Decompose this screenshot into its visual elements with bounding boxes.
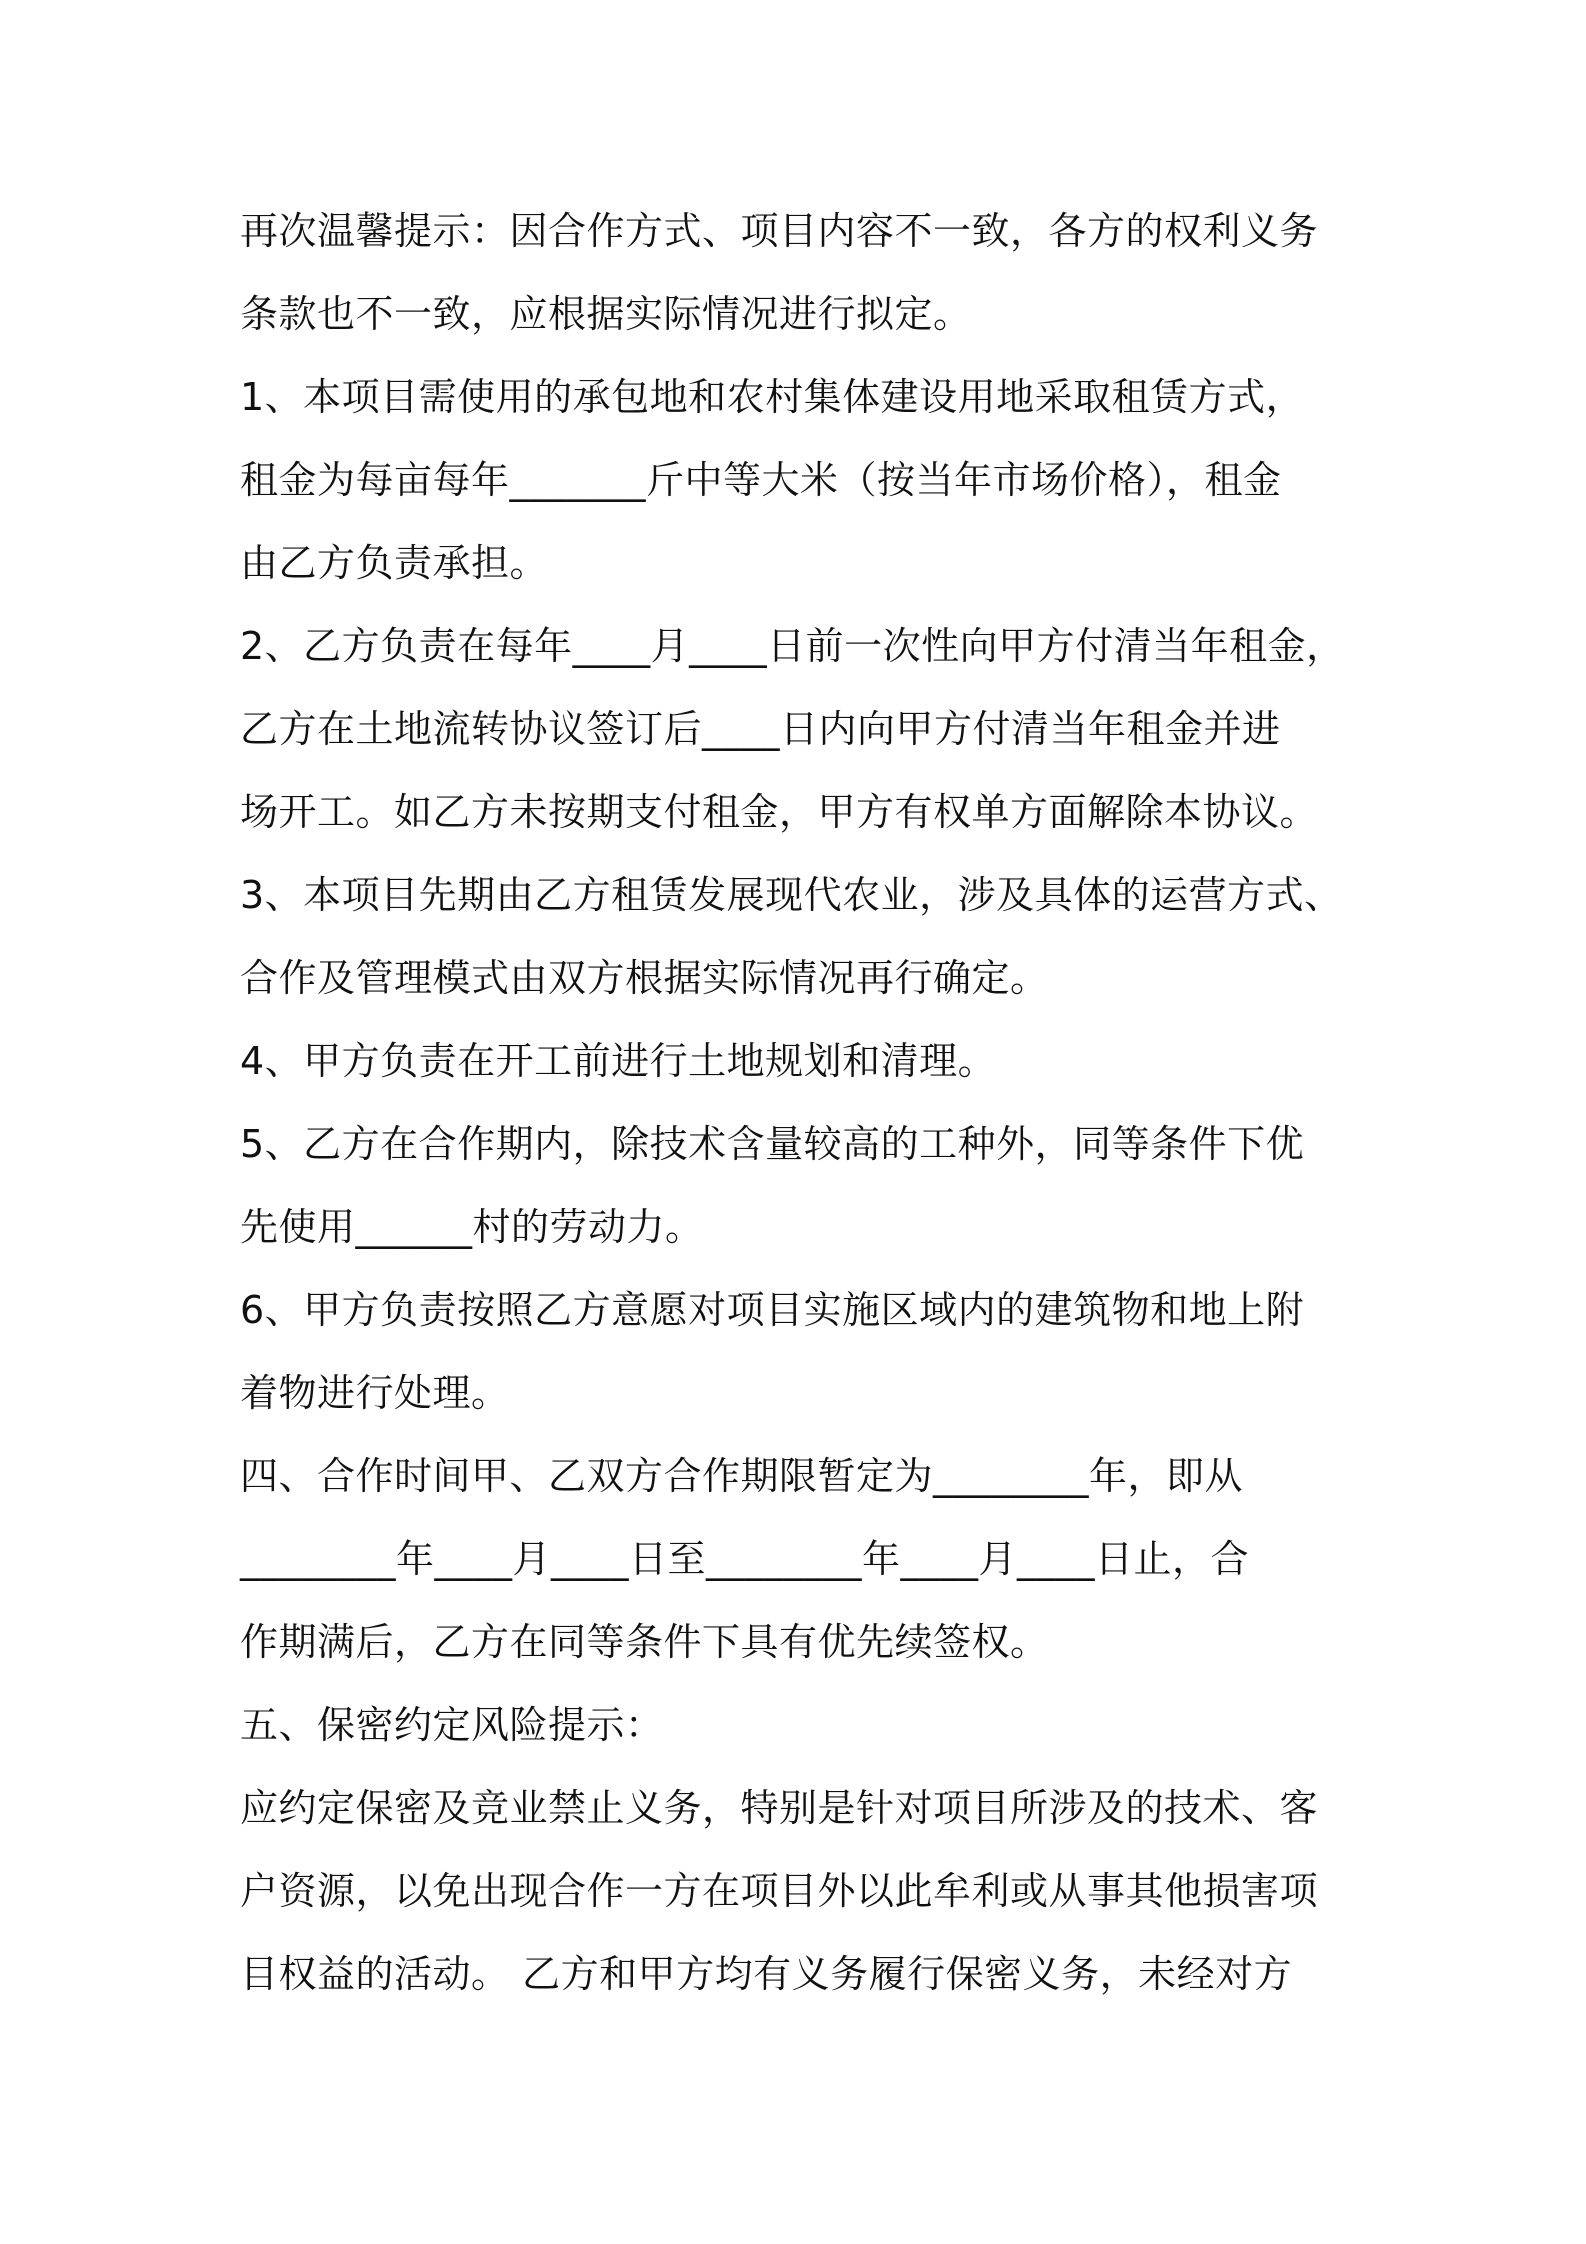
text-line: 合作及管理模式由双方根据实际情况再行确定。 xyxy=(240,956,1049,1000)
text-line: ________年____月____日至________年____月____日止，合 xyxy=(240,1537,1250,1581)
text-line: 6、甲方负责按照乙方意愿对项目实施区域内的建筑物和地上附 xyxy=(240,1288,1305,1332)
text-line: 3、本项目先期由乙方租赁发展现代农业，涉及具体的运营方式、 xyxy=(240,873,1343,917)
text-line: 租金为每亩每年_______斤中等大米（按当年市场价格），租金 xyxy=(240,458,1282,502)
text-line: 应约定保密及竞业禁止义务，特别是针对项目所涉及的技术、客 xyxy=(240,1786,1319,1830)
text-line: 再次温馨提示：因合作方式、项目内容不一致，各方的权利义务 xyxy=(240,209,1319,253)
text-line: 1、本项目需使用的承包地和农村集体建设用地采取租赁方式， xyxy=(240,375,1305,419)
text-line: 由乙方负责承担。 xyxy=(240,541,549,585)
text-line: 条款也不一致，应根据实际情况进行拟定。 xyxy=(240,292,972,336)
text-line: 4、甲方负责在开工前进行土地规划和清理。 xyxy=(240,1039,997,1083)
document-body xyxy=(240,190,1358,2016)
text-line: 2、乙方负责在每年____月____日前一次性向甲方付清当年租金， xyxy=(240,624,1345,668)
text-line: 场开工。如乙方未按期支付租金，甲方有权单方面解除本协议。 xyxy=(240,790,1319,834)
text-line: 先使用______村的劳动力。 xyxy=(240,1205,704,1249)
text-line: 5、乙方在合作期内，除技术含量较高的工种外，同等条件下优 xyxy=(240,1122,1305,1166)
text-line: 四、合作时间甲、乙双方合作期限暂定为________年，即从 xyxy=(240,1454,1244,1498)
text-line: 目权益的活动。 乙方和甲方均有义务履行保密义务，未经对方 xyxy=(240,1952,1293,1996)
text-line: 着物进行处理。 xyxy=(240,1371,510,1415)
text-line: 户资源，以免出现合作一方在项目外以此牟利或从事其他损害项 xyxy=(240,1869,1319,1913)
text-line: 乙方在土地流转协议签订后____日内向甲方付清当年租金并进 xyxy=(240,707,1281,751)
text-line: 作期满后，乙方在同等条件下具有优先续签权。 xyxy=(240,1620,1049,1664)
text-line: 五、保密约定风险提示： xyxy=(240,1703,664,1747)
